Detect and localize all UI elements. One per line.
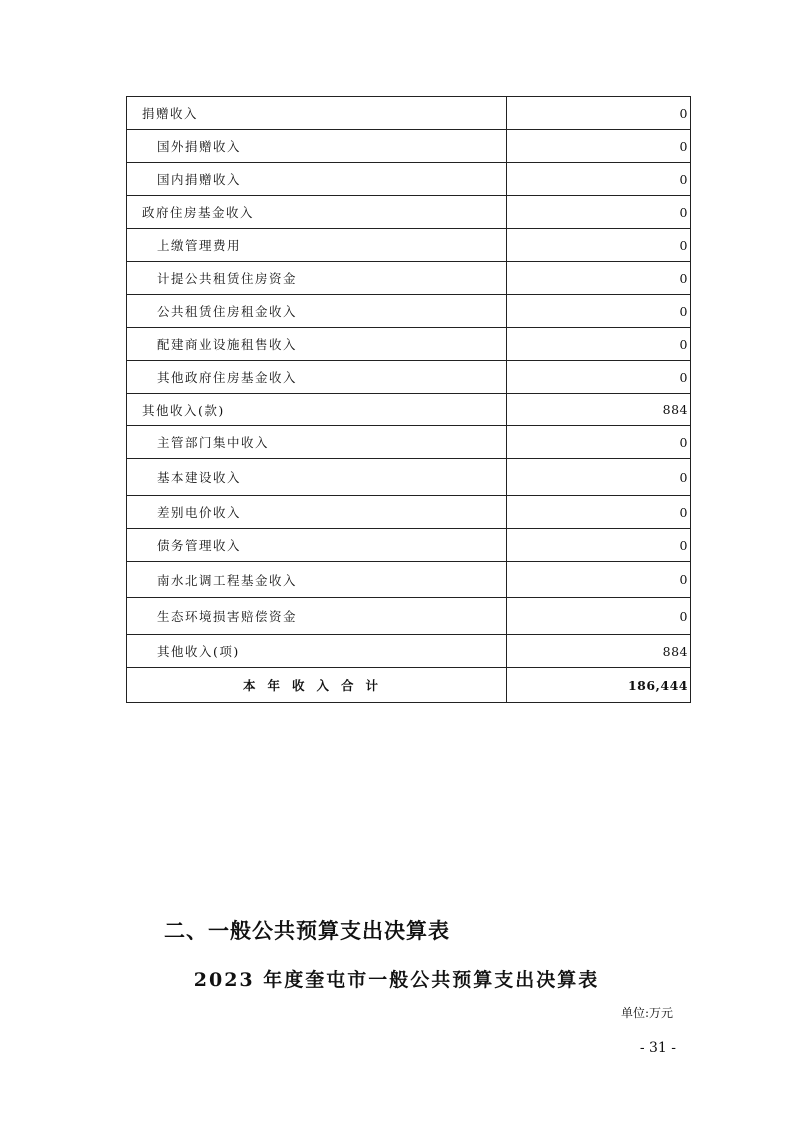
- row-label: 基本建设收入: [127, 459, 507, 496]
- row-value: 0: [507, 496, 691, 529]
- table-row: [127, 529, 691, 562]
- row-value: 0: [507, 97, 691, 130]
- row-label: 计提公共租赁住房资金: [127, 262, 507, 295]
- table-title: 2023 年度奎屯市一般公共预算支出决算表: [193, 969, 600, 991]
- unit-label: 单位:万元: [620, 1006, 673, 1020]
- row-label: 上缴管理费用: [127, 229, 507, 262]
- table-row: [127, 394, 691, 426]
- table-row: [127, 97, 691, 130]
- row-value: 0: [507, 562, 691, 598]
- row-value: 0: [507, 328, 691, 361]
- table-row: [127, 229, 691, 262]
- row-value: 0: [507, 426, 691, 459]
- table-row: [127, 163, 691, 196]
- table-row: [127, 426, 691, 459]
- table-row: [127, 130, 691, 163]
- total-value: 186,444: [507, 668, 691, 703]
- row-value: 0: [507, 459, 691, 496]
- row-label: 国内捐赠收入: [127, 163, 507, 196]
- row-value: 0: [507, 229, 691, 262]
- table-row: [127, 598, 691, 635]
- total-row: [127, 668, 691, 703]
- row-label: 其他收入(款): [127, 394, 507, 426]
- row-value: 0: [507, 295, 691, 328]
- table-row: [127, 295, 691, 328]
- row-label: 南水北调工程基金收入: [127, 562, 507, 598]
- table-row: [127, 196, 691, 229]
- row-label: 捐赠收入: [127, 97, 507, 130]
- row-value: 884: [507, 394, 691, 426]
- row-label: 公共租赁住房租金收入: [127, 295, 507, 328]
- row-value: 0: [507, 163, 691, 196]
- page-number: - 31 -: [639, 1040, 676, 1056]
- table-row: [127, 496, 691, 529]
- section-heading: 二、一般公共预算支出决算表: [164, 919, 450, 943]
- row-label: 其他收入(项): [127, 635, 507, 668]
- table-row: [127, 262, 691, 295]
- row-value: 884: [507, 635, 691, 668]
- row-label: 生态环境损害赔偿资金: [127, 598, 507, 635]
- row-value: 0: [507, 130, 691, 163]
- total-label: 本年收入合计: [127, 668, 507, 703]
- table-row: [127, 361, 691, 394]
- table-row: [127, 635, 691, 668]
- row-label: 配建商业设施租售收入: [127, 328, 507, 361]
- table-row: [127, 562, 691, 598]
- row-label: 国外捐赠收入: [127, 130, 507, 163]
- row-value: 0: [507, 529, 691, 562]
- row-value: 0: [507, 598, 691, 635]
- table-row: [127, 328, 691, 361]
- row-label: 主管部门集中收入: [127, 426, 507, 459]
- row-value: 0: [507, 262, 691, 295]
- table-row: [127, 459, 691, 496]
- row-label: 差别电价收入: [127, 496, 507, 529]
- row-value: 0: [507, 196, 691, 229]
- row-label: 债务管理收入: [127, 529, 507, 562]
- revenue-table: [126, 96, 691, 703]
- row-label: 其他政府住房基金收入: [127, 361, 507, 394]
- row-value: 0: [507, 361, 691, 394]
- row-label: 政府住房基金收入: [127, 196, 507, 229]
